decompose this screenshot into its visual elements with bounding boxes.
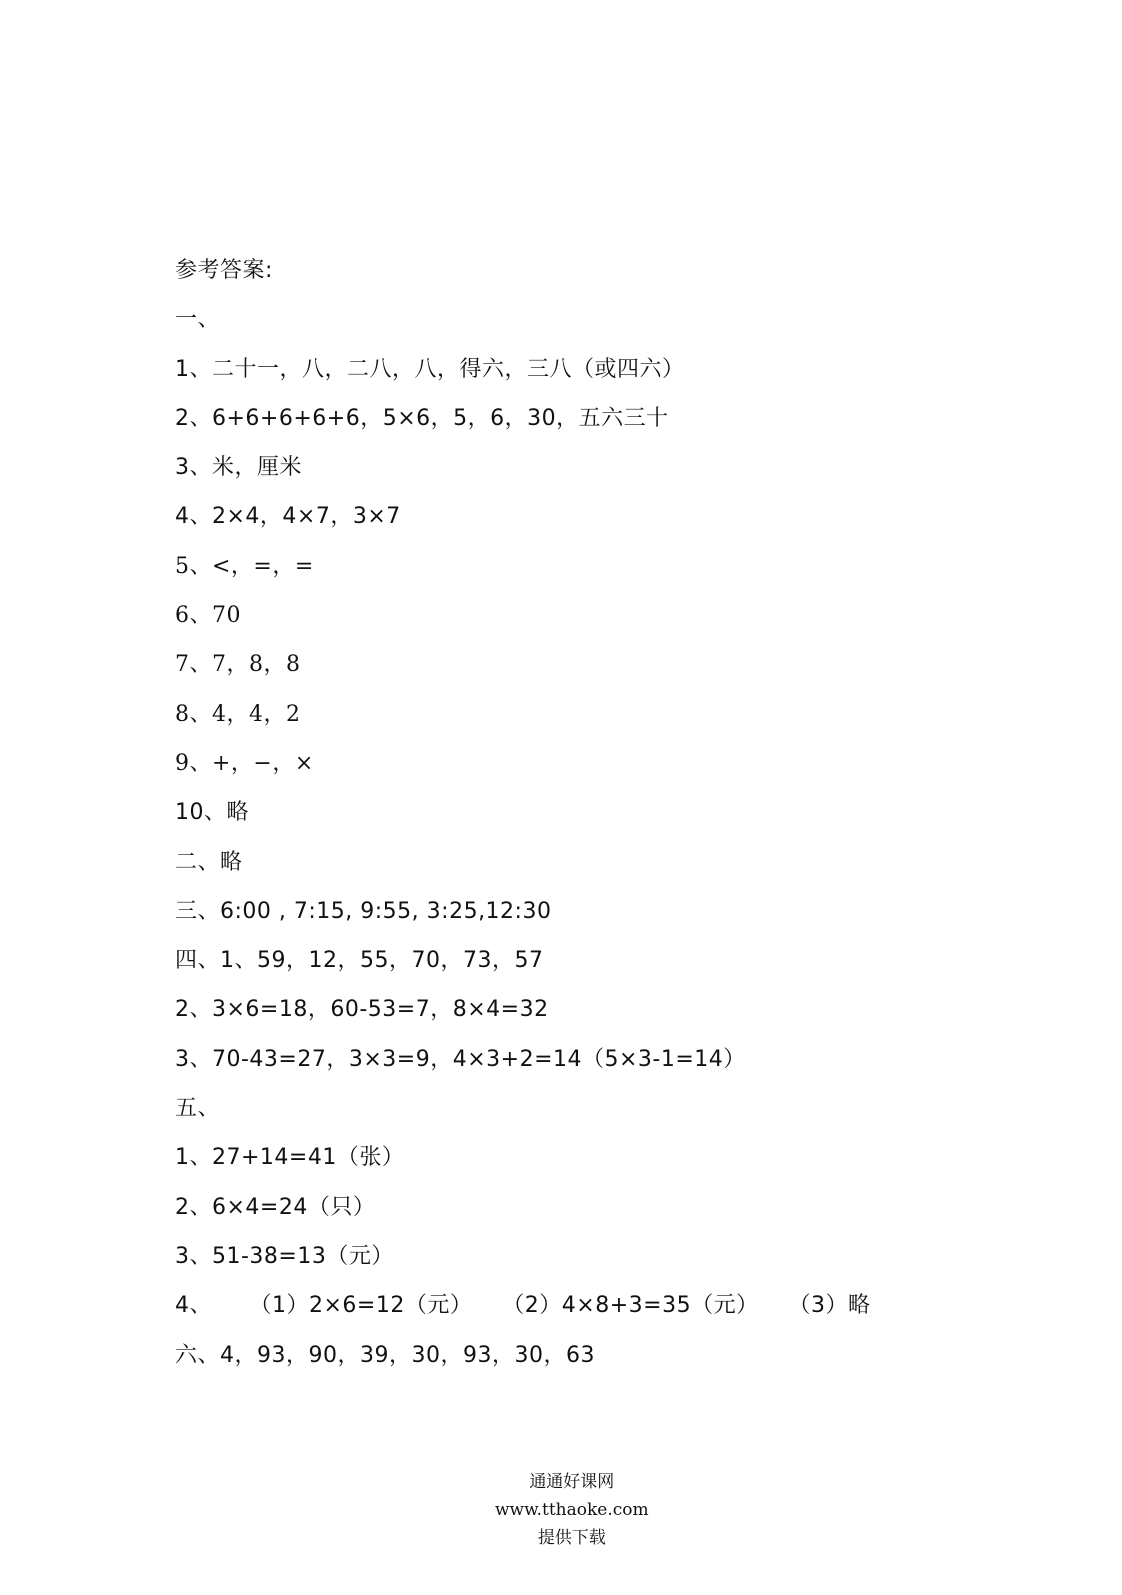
answer-line: 1、27+14=41（张） (175, 1145, 405, 1171)
answer-line: 4、2×4，4×7，3×7 (175, 504, 401, 530)
footer-site-name: 通通好课网 (529, 1472, 615, 1492)
answer-line: 1、二十一，八，二八，八，得六，三八（或四六） (175, 356, 685, 382)
section-5-heading: 五、 (175, 1096, 221, 1122)
section-1-heading: 一、 (175, 307, 221, 333)
answer-line: 6、70 (175, 603, 241, 629)
answer-line: 2、6+6+6+6+6，5×6，5，6，30，五六三十 (175, 405, 669, 431)
answer-line: 3、米，厘米 (175, 455, 302, 481)
section-4-heading: 四、1、59，12，55，70，73，57 (175, 948, 544, 974)
answer-key (175, 246, 975, 1380)
answer-line: 10、略 (175, 800, 249, 826)
answer-line: 8、4，4，2 (175, 701, 301, 727)
answer-line: 3、51-38=13（元） (175, 1243, 394, 1269)
answer-line: 7、7，8，8 (175, 652, 301, 678)
answer-line: 2、3×6=18，60-53=7，8×4=32 (175, 997, 549, 1023)
answer-line: 4、 （1）2×6=12（元） （2）4×8+3=35（元） （3）略 (175, 1293, 871, 1319)
footer-note: 提供下载 (537, 1528, 606, 1548)
answer-line: 3、70-43=27，3×3=9，4×3+2=14（5×3-1=14） (175, 1046, 746, 1072)
answer-key-title: 参考答案: (175, 258, 273, 283)
footer-url: www.tthaoke.com (494, 1500, 649, 1520)
section-2-heading: 二、略 (175, 849, 243, 875)
section-3-heading: 三、6:00 , 7:15, 9:55, 3:25,12:30 (175, 898, 552, 924)
section-6-heading: 六、4，93，90，39，30，93，30，63 (175, 1342, 595, 1368)
page-footer (0, 1440, 1122, 1580)
answer-line: 5、<，=，= (175, 553, 314, 579)
answer-line: 9、+，−，× (175, 750, 314, 776)
answer-line: 2、6×4=24（只） (175, 1194, 376, 1220)
